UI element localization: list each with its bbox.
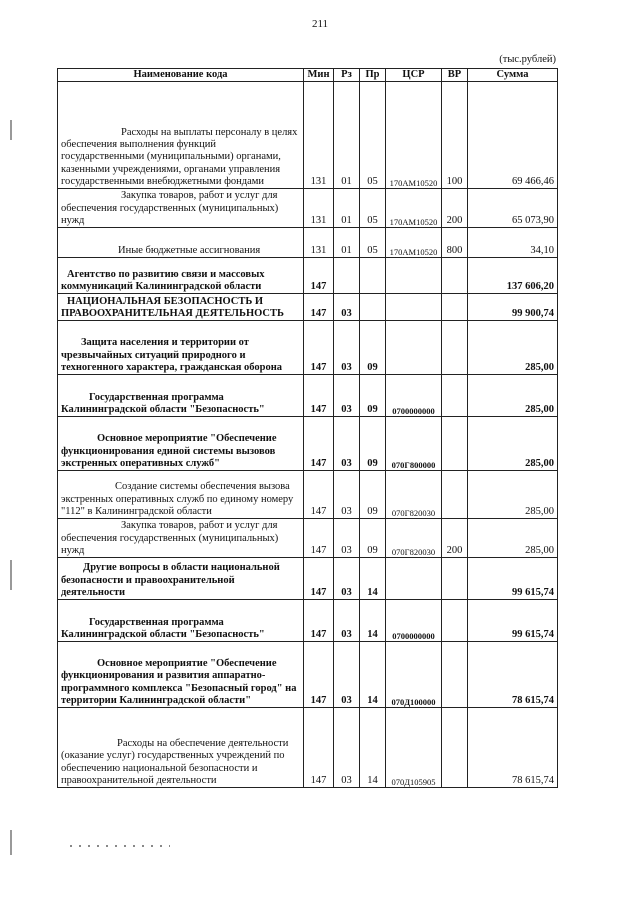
row-sum: 285,00: [468, 471, 558, 519]
row-vr: [442, 642, 468, 708]
table-row: [58, 294, 558, 321]
row-min: 147: [304, 708, 334, 788]
header-pr: Пр: [360, 69, 386, 82]
row-name: Расходы на выплаты персоналу в целях обеспечения выполнения функций государственными (муниципальными) органами, казенными учреждениями, органами управления государственными внебюджетными фондами: [58, 82, 304, 189]
row-pr: 09: [360, 321, 386, 375]
row-rz: 03: [334, 321, 360, 375]
row-vr: 800: [442, 228, 468, 258]
row-pr: [360, 258, 386, 294]
row-rz: 03: [334, 600, 360, 642]
row-sum: 65 073,90: [468, 189, 558, 228]
row-vr: [442, 708, 468, 788]
row-rz: 03: [334, 558, 360, 600]
row-vr: [442, 375, 468, 417]
row-sum: 99 900,74: [468, 294, 558, 321]
row-sum: 69 466,46: [468, 82, 558, 189]
table-header-row: [58, 69, 558, 82]
row-pr: 09: [360, 375, 386, 417]
units-label: (тыс.рублей): [499, 54, 556, 65]
row-csr: [386, 258, 442, 294]
row-rz: 03: [334, 375, 360, 417]
row-csr: 170АМ10520: [386, 82, 442, 189]
table-row: [58, 642, 558, 708]
row-vr: [442, 558, 468, 600]
row-rz: 03: [334, 294, 360, 321]
row-name: Иные бюджетные ассигнования: [58, 228, 304, 258]
row-name: Расходы на обеспечение деятельности (оказание услуг) государственных учреждений по обеспечению национальной безопасности и правоохранительной деятельности: [58, 708, 304, 788]
table-row: [58, 189, 558, 228]
row-name: Защита населения и территории от чрезвычайных ситуаций природного и техногенного характера, гражданская оборона: [58, 321, 304, 375]
row-rz: 03: [334, 642, 360, 708]
row-vr: 200: [442, 519, 468, 558]
row-csr: 070Д105905: [386, 708, 442, 788]
row-rz: 01: [334, 228, 360, 258]
table-row: [58, 258, 558, 294]
scan-edge-mark: [10, 830, 12, 855]
row-sum: 99 615,74: [468, 600, 558, 642]
table-row: [58, 82, 558, 189]
row-vr: [442, 471, 468, 519]
table-row: [58, 228, 558, 258]
row-name: Основное мероприятие "Обеспечение функционирования единой системы вызовов экстренных оперативных служб": [58, 417, 304, 471]
table-row: [58, 375, 558, 417]
scan-dots: [70, 845, 170, 847]
header-vr: ВР: [442, 69, 468, 82]
row-name: Основное мероприятие "Обеспечение функционирования и развития аппаратно-программного комплекса "Безопасный город" на территории Калининградской области": [58, 642, 304, 708]
row-sum: 34,10: [468, 228, 558, 258]
header-sum: Сумма: [468, 69, 558, 82]
header-min: Мин: [304, 69, 334, 82]
row-name: НАЦИОНАЛЬНАЯ БЕЗОПАСНОСТЬ И ПРАВООХРАНИТЕЛЬНАЯ ДЕЯТЕЛЬНОСТЬ: [58, 294, 304, 321]
row-rz: [334, 258, 360, 294]
row-rz: 03: [334, 708, 360, 788]
header-name: Наименование кода: [58, 69, 304, 82]
row-rz: 01: [334, 82, 360, 189]
row-pr: 05: [360, 189, 386, 228]
row-name: Создание системы обеспечения вызова экстренных оперативных служб по единому номеру "112" в Калининградской области: [58, 471, 304, 519]
row-csr: [386, 321, 442, 375]
row-min: 147: [304, 600, 334, 642]
row-pr: 05: [360, 228, 386, 258]
table-row: [58, 708, 558, 788]
row-sum: 137 606,20: [468, 258, 558, 294]
row-min: 147: [304, 519, 334, 558]
row-pr: 14: [360, 708, 386, 788]
row-sum: 99 615,74: [468, 558, 558, 600]
row-name: Государственная программа Калининградской области "Безопасность": [58, 600, 304, 642]
row-rz: 03: [334, 471, 360, 519]
row-name: Государственная программа Калининградской области "Безопасность": [58, 375, 304, 417]
row-min: 147: [304, 642, 334, 708]
row-csr: 070Г800000: [386, 417, 442, 471]
row-vr: [442, 294, 468, 321]
row-pr: 09: [360, 417, 386, 471]
row-sum: 285,00: [468, 417, 558, 471]
table-row: [58, 321, 558, 375]
row-min: 147: [304, 294, 334, 321]
row-csr: 170АМ10520: [386, 189, 442, 228]
table-row: [58, 519, 558, 558]
row-pr: [360, 294, 386, 321]
page-number: 211: [311, 18, 329, 30]
header-rz: Рз: [334, 69, 360, 82]
row-name: Закупка товаров, работ и услуг для обеспечения государственных (муниципальных) нужд: [58, 519, 304, 558]
row-pr: 14: [360, 642, 386, 708]
row-name: Закупка товаров, работ и услуг для обеспечения государственных (муниципальных) нужд: [58, 189, 304, 228]
row-vr: [442, 417, 468, 471]
row-sum: 285,00: [468, 321, 558, 375]
row-vr: 100: [442, 82, 468, 189]
row-min: 147: [304, 558, 334, 600]
header-csr: ЦСР: [386, 69, 442, 82]
row-name: Другие вопросы в области национальной безопасности и правоохранительной деятельности: [58, 558, 304, 600]
row-min: 131: [304, 82, 334, 189]
row-sum: 285,00: [468, 375, 558, 417]
row-vr: [442, 258, 468, 294]
row-min: 147: [304, 321, 334, 375]
row-pr: 05: [360, 82, 386, 189]
row-rz: 03: [334, 417, 360, 471]
row-min: 147: [304, 417, 334, 471]
row-min: 131: [304, 189, 334, 228]
row-sum: 78 615,74: [468, 708, 558, 788]
row-csr: 070Г820030: [386, 519, 442, 558]
row-pr: 14: [360, 600, 386, 642]
row-name: Агентство по развитию связи и массовых коммуникаций Калининградской области: [58, 258, 304, 294]
row-csr: [386, 558, 442, 600]
table-row: [58, 600, 558, 642]
row-min: 147: [304, 375, 334, 417]
row-vr: [442, 600, 468, 642]
row-csr: 070Д100000: [386, 642, 442, 708]
row-csr: 0700000000: [386, 375, 442, 417]
row-min: 147: [304, 258, 334, 294]
row-pr: 14: [360, 558, 386, 600]
row-csr: 070Г820030: [386, 471, 442, 519]
row-min: 131: [304, 228, 334, 258]
scan-edge-mark: [10, 120, 12, 140]
row-min: 147: [304, 471, 334, 519]
row-sum: 78 615,74: [468, 642, 558, 708]
row-pr: 09: [360, 519, 386, 558]
table-row: [58, 417, 558, 471]
row-csr: 0700000000: [386, 600, 442, 642]
scan-edge-mark: [10, 560, 12, 590]
row-rz: 01: [334, 189, 360, 228]
row-sum: 285,00: [468, 519, 558, 558]
row-pr: 09: [360, 471, 386, 519]
row-csr: [386, 294, 442, 321]
table-row: [58, 558, 558, 600]
row-vr: 200: [442, 189, 468, 228]
row-rz: 03: [334, 519, 360, 558]
table-row: [58, 471, 558, 519]
row-csr: 170АМ10520: [386, 228, 442, 258]
budget-table: [57, 68, 558, 788]
row-vr: [442, 321, 468, 375]
